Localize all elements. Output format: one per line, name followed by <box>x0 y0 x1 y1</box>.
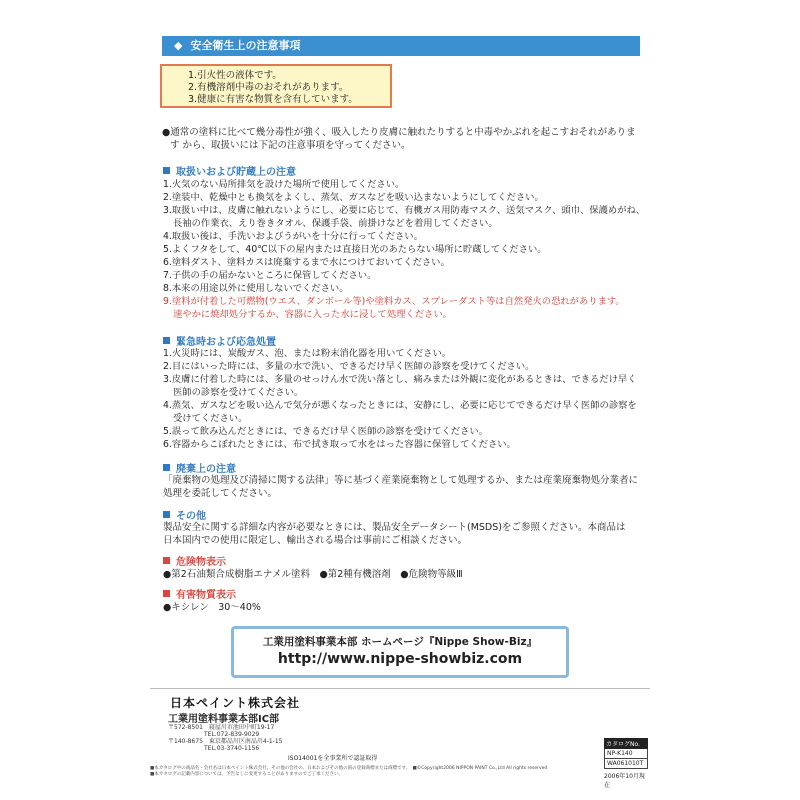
square-bullet-icon <box>163 590 170 597</box>
harmful-text: ●キシレン 30〜40% <box>163 602 261 613</box>
intro-text <box>162 126 642 152</box>
section-title-text: 危険物表示 <box>176 557 226 568</box>
company-logo: 日本ペイント株式会社 <box>170 696 301 710</box>
list-item: 5.誤って飲み込んだときには、できるだけ早く医師の診察を受けてください。 <box>163 426 488 437</box>
section-title-handling <box>163 163 296 178</box>
hazard-text: ●第2石油類合成樹脂エナメル塗料 ●第2種有機溶剤 ●危険物等級Ⅲ <box>163 569 463 580</box>
list-item: 7.子供の手の届かないところに保管してください。 <box>163 270 377 281</box>
catalog-code: WA061010T <box>604 759 648 769</box>
section-header-bar <box>162 36 640 56</box>
catalog-date: 2006年10月現在 <box>604 773 645 789</box>
warning-box <box>160 64 392 108</box>
text-line: 「廃棄物の処理及び清掃に関する法律」等に基づく産業廃棄物として処理するか、または産業廃棄物処分業者に <box>163 475 639 486</box>
section-title-disposal <box>163 460 236 475</box>
section-title-emergency <box>163 333 276 348</box>
disposal-text <box>163 474 638 500</box>
homepage-label: 工業用塗料事業本部 ホームページ『Nippe Show-Biz』 <box>262 636 538 648</box>
homepage-url-link[interactable]: http://www.nippe-showbiz.com <box>277 651 523 667</box>
intro-line: す から、取扱いには下記の注意事項を守ってください。 <box>170 140 411 151</box>
square-bullet-icon <box>163 337 170 344</box>
diamond-icon: ◆ <box>174 39 183 52</box>
address-line: TEL.072-839-9029 <box>168 731 260 738</box>
homepage-box <box>231 626 569 678</box>
text-line: 日本国内での使用に限定し、輸出される場合は事前にご相談ください。 <box>163 535 468 546</box>
list-item: 6.容器からこぼれたときには、布で拭き取って水をはった容器に保管してください。 <box>163 439 516 450</box>
list-item: 2.塗装中、乾燥中とも換気をよくし、蒸気、ガスなどを吸い込まないようにしてください。 <box>163 192 544 203</box>
footer-divider <box>150 688 650 689</box>
section-title-harmful <box>163 586 236 601</box>
intro-line: ●通常の塗料に比べて幾分毒性が強く、吸入したり皮膚に触れたりすると中毒やかぶれを起こすおそれがありま <box>162 127 636 138</box>
division-name: 工業用塗料事業本部IC部 <box>168 714 280 725</box>
list-item-warning: 速やかに焼却処分するか、容器に入った水に浸して処理ください。 <box>173 309 452 320</box>
list-item: 8.本来の用途以外に使用しないでください。 <box>163 283 349 294</box>
list-item: 3.皮膚に付着した時には、多量のせっけん水で洗い落とし、痛みまたは外観に変化があるときは、できるだけ早く <box>163 374 637 385</box>
address-line: TEL.03-3740-1156 <box>168 745 260 752</box>
section-title-other <box>163 507 206 522</box>
section-title-hazard <box>163 553 226 568</box>
list-item: 6.塗料ダスト、塗料カスは廃棄するまで水につけておいてください。 <box>163 257 450 268</box>
section-title-text: 有害物質表示 <box>176 590 236 601</box>
catalog-number: NP-K140 <box>604 749 648 759</box>
list-item: 4.蒸気、ガスなどを吸い込んで気分が悪くなったときには、安静にし、必要に応じてできるだけ早く医師の診察を <box>163 400 637 411</box>
legal-note-line: ■本カタログの記載内容については、予告なしに変更することがありますのでご了承ください。 <box>150 772 344 777</box>
text-line: 製品安全に関する詳細な内容が必要なときには、製品安全データシート(MSDS)をご参照ください。本商品は <box>163 522 626 533</box>
legal-note-line: ■本カタログ中の商品名・会社名は日本ペイント株式会社、その他の会社の、日本およびその他の国の登録商標または商標です。 ■©Copyright2006 NIPPON PAINT Co.,Ltd All rights reserved <box>150 766 548 771</box>
list-item: 1.火災時には、炭酸ガス、泡、または粉末消化器を用いてください。 <box>163 348 452 359</box>
section-title-text: 緊急時および応急処置 <box>176 337 276 348</box>
square-bullet-icon <box>163 464 170 471</box>
section-title-text: 廃棄上の注意 <box>176 464 236 475</box>
list-item: 2.目にはいった時には、多量の水で洗い、できるだけ早く医師の診察を受けてください。 <box>163 361 535 372</box>
square-bullet-icon <box>163 167 170 174</box>
catalog-box <box>604 738 648 789</box>
address-line: 〒572-8501 寝屋川市池田中町19-17 <box>168 724 275 731</box>
list-item: 5.よくフタをして、40℃以下の屋内または直接日光のあたらない場所に貯蔵してください。 <box>163 244 547 255</box>
iso-note: ISO14001を全事業所で認証取得 <box>288 755 378 762</box>
emergency-list <box>163 347 637 451</box>
square-bullet-icon <box>163 557 170 564</box>
handling-list <box>163 178 645 321</box>
square-bullet-icon <box>163 511 170 518</box>
text-line: 処理を委託してください。 <box>163 488 278 499</box>
address-line: 〒140-8675 東京都品川区南品川4-1-15 <box>168 738 283 745</box>
list-item: 1.火気のない局所排気を設けた場所で使用してください。 <box>163 179 405 190</box>
section-title-text: 取扱いおよび貯蔵上の注意 <box>176 167 296 178</box>
list-item-warning: 9.塗料が付着した可燃物(ウエス、ダンボール等)や塗料カス、スプレーダスト等は自然発火の恐れがあります。 <box>163 296 625 307</box>
section-title-text: その他 <box>176 511 206 522</box>
address-block <box>168 724 283 752</box>
list-item: 4.取扱い後は、手洗いおよびうがいを十分に行ってください。 <box>163 231 423 242</box>
warning-line: 1.引火性の液体です。 <box>188 70 282 81</box>
list-item: 医師の診察を受けてください。 <box>173 387 304 398</box>
list-item: 3.取扱い中は、皮膚に触れないようにし、必要に応じて、有機ガス用防毒マスク、送気マスク、頭巾、保護めがね、 <box>163 205 646 216</box>
list-item: 長袖の作業衣、えり巻きタオル、保護手袋、前掛けなどを着用してください。 <box>173 218 498 229</box>
warning-line: 2.有機溶剤中毒のおそれがあります。 <box>188 82 349 93</box>
list-item: 受けてください。 <box>173 413 248 424</box>
catalog-label: カタログNo. <box>604 738 648 749</box>
warning-line: 3.健康に有害な物質を含有しています。 <box>188 94 358 105</box>
legal-notes <box>150 766 650 778</box>
other-text <box>163 521 626 547</box>
page-title: 安全衛生上の注意事項 <box>190 39 301 52</box>
